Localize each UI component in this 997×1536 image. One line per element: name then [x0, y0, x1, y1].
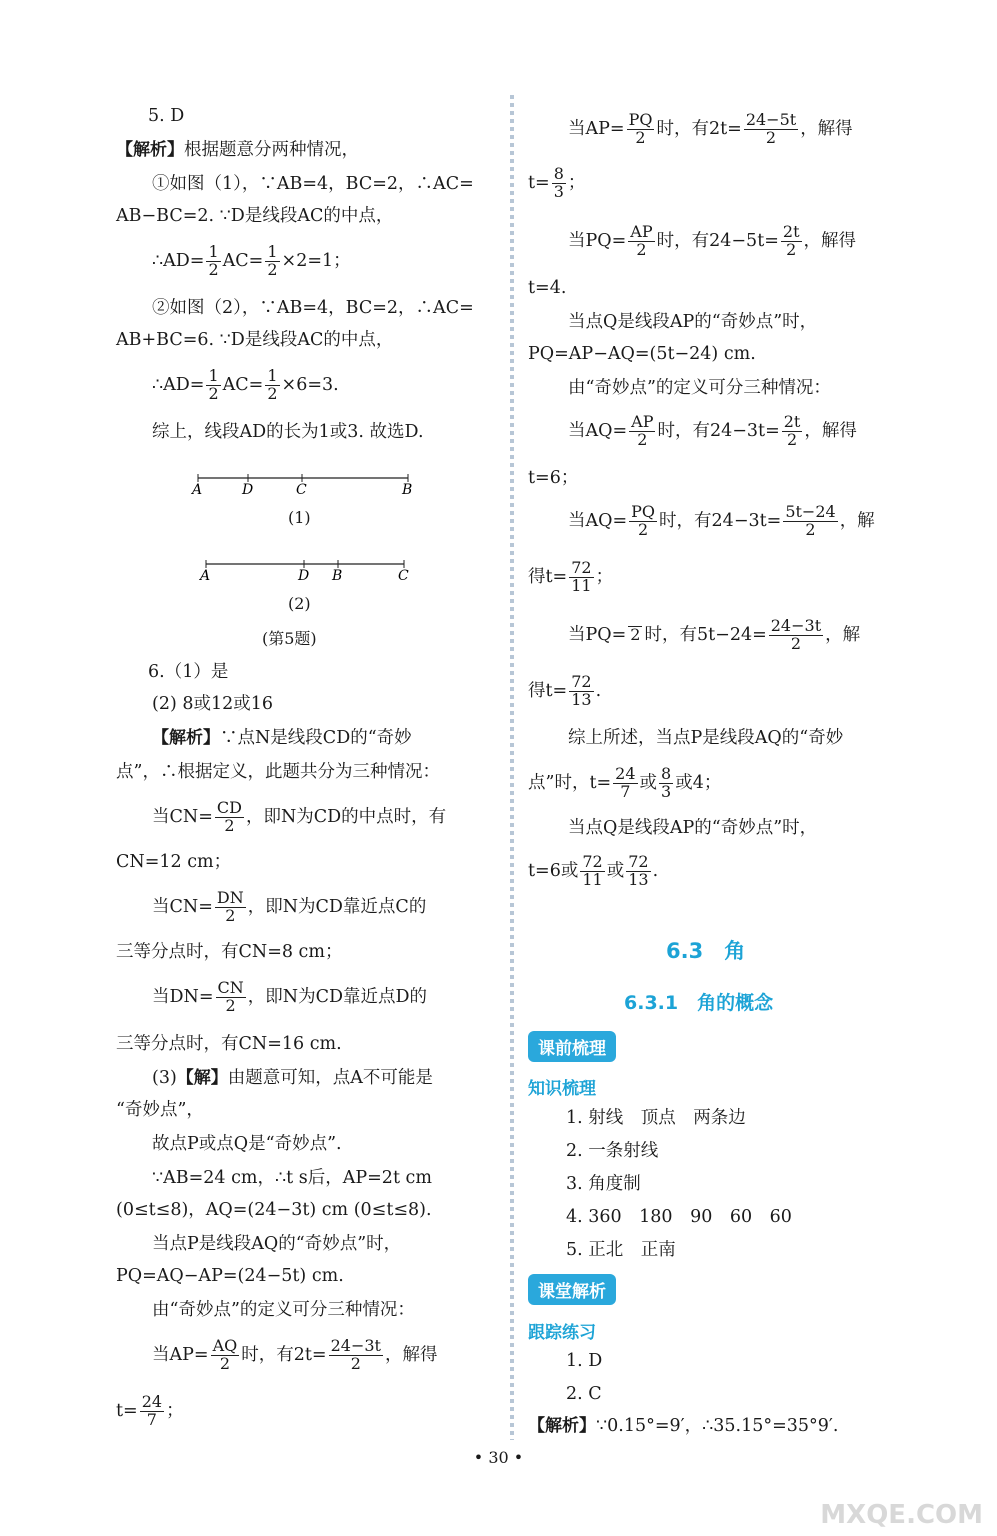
text-line: 综上，线段AD的长为1或3. 故选D.: [152, 422, 424, 442]
fraction: $\frac{2t}{2}$: [783, 412, 801, 449]
formula-line: t= $\frac{24}{7}$ ；: [116, 1392, 184, 1429]
fraction: $\frac{24-3t}{2}$: [770, 616, 822, 653]
label-c: C: [296, 482, 307, 498]
label-b: B: [332, 568, 343, 584]
text-line: ①如图（1），∵AB=4，BC=2，∴AC=: [152, 174, 474, 194]
label-a: A: [200, 568, 211, 584]
practice-item: 2. C: [566, 1384, 602, 1404]
text-line: CN=12 cm；: [116, 852, 232, 872]
fraction: $\frac{1}{2}$: [208, 242, 219, 279]
watermark: MXQE.COM: [820, 1500, 983, 1530]
formula-line: 当CN= $\frac{DN}{2}$ ，即N为CD靠近点C的: [152, 888, 427, 925]
text-line: AB+BC=6. ∵D是线段AC的中点，: [116, 330, 394, 350]
practice-heading: 跟踪练习: [528, 1323, 596, 1343]
label-d: D: [242, 482, 254, 498]
formula-line: 当CN= $\frac{CD}{2}$ ，即N为CD的中点时，有: [152, 798, 447, 835]
text-line: 当点Q是线段AP的“奇妙点”时，: [568, 818, 818, 838]
text-line: 当点Q是线段AP的“奇妙点”时，: [568, 312, 818, 332]
segment-figure-1: [190, 470, 420, 500]
formula-line: t=6或 $\frac{72}{11}$ 或 $\frac{72}{13}$ .: [528, 852, 659, 889]
fraction: $\frac{72}{11}$: [571, 558, 592, 595]
figure-caption-1: (1): [288, 508, 311, 527]
fraction: $\frac{8}{3}$: [553, 164, 564, 201]
fraction: $\frac{CD}{2}$: [216, 798, 242, 835]
knowledge-heading: 知识梳理: [528, 1079, 596, 1099]
formula-line: 当AP= $\frac{PQ}{2}$ 时，有2t= $\frac{24-5t}{2}$ ，解得: [568, 110, 853, 147]
figure-caption: (第5题): [262, 629, 317, 648]
label-a: A: [192, 482, 203, 498]
text-line: 三等分点时，有CN=16 cm.: [116, 1034, 342, 1054]
knowledge-item: 3. 角度制: [566, 1174, 641, 1194]
fraction: $\frac{AP}{2}$: [631, 412, 654, 449]
text-line: PQ=AQ−AP=(24−5t) cm.: [116, 1266, 344, 1286]
fraction: $\frac{72}{13}$: [628, 852, 649, 889]
fraction: $\frac{24}{7}$: [615, 764, 636, 801]
fraction: $\frac{AQ}{2}$: [212, 1336, 238, 1373]
fraction: $\frac{DN}{2}$: [216, 888, 244, 925]
fraction: $\frac{1}{2}$: [267, 366, 278, 403]
text-line: 综上所述，当点P是线段AQ的“奇妙: [568, 728, 844, 748]
text-line: (0≤t≤8)，AQ=(24−3t) cm (0≤t≤8).: [116, 1200, 432, 1220]
label-c: C: [398, 568, 409, 584]
section-title: 6.3 角: [666, 939, 746, 963]
fraction: $\frac{5t-24}{2}$: [785, 502, 836, 539]
formula-line: 当AQ= $\frac{PQ}{2}$ 时，有24−3t= $\frac{5t-24}{2}$ ，解: [568, 502, 875, 539]
formula-line: t= $\frac{8}{3}$ ；: [528, 164, 586, 201]
formula-line: 当PQ= 2 时，有5t−24= $\frac{24-3t}{2}$ ，解: [568, 616, 861, 653]
fraction: $\frac{1}{2}$: [208, 366, 219, 403]
answer-6-2: (2) 8或12或16: [152, 694, 274, 714]
text-line: 由“奇妙点”的定义可分三种情况：: [152, 1300, 415, 1320]
text-line: 点”，∴根据定义，此题共分为三种情况：: [116, 762, 440, 782]
practice-item: 1. D: [566, 1351, 603, 1371]
column-divider: [510, 95, 514, 1440]
text-line: t=4.: [528, 278, 567, 298]
knowledge-item: 1. 射线 顶点 两条边: [566, 1108, 746, 1128]
fraction: $\frac{PQ}{2}$: [628, 110, 653, 147]
fraction: $\frac{72}{13}$: [571, 672, 592, 709]
segment-figure-2: [198, 556, 428, 586]
label-b: B: [402, 482, 413, 498]
formula-line: 当DN= $\frac{CN}{2}$ ，即N为CD靠近点D的: [152, 978, 428, 1015]
knowledge-item: 5. 正北 正南: [566, 1240, 676, 1260]
text-line: (3)【解】由题意可知，点A不可能是: [152, 1068, 433, 1088]
formula-line: 得t= $\frac{72}{13}$ .: [528, 672, 602, 709]
formula-line: ∴AD= $\frac{1}{2}$ AC= $\frac{1}{2}$ ×6=3.: [152, 366, 339, 403]
text-line: PQ=AP−AQ=(5t−24) cm.: [528, 344, 756, 364]
figure-caption-2: (2): [288, 594, 311, 613]
fraction: $\frac{24-5t}{2}$: [745, 110, 797, 147]
fraction: $\frac{1}{2}$: [267, 242, 278, 279]
analysis-line: 【解析】根据题意分两种情况，: [116, 140, 359, 160]
text-line: 故点P或点Q是“奇妙点”.: [152, 1134, 342, 1154]
formula-line: 当AQ= $\frac{AP}{2}$ 时，有24−3t= $\frac{2t}{2}$ ，解得: [568, 412, 857, 449]
fraction: $\frac{8}{3}$: [661, 764, 672, 801]
fraction: $\frac{24-3t}{2}$: [330, 1336, 381, 1373]
analysis-tag: 【解析】: [116, 140, 184, 160]
fraction: 2: [630, 625, 641, 645]
analysis-line: 【解析】∵点N是线段CD的“奇妙: [152, 728, 412, 748]
fraction: $\frac{AP}{2}$: [630, 222, 653, 259]
formula-line: 得t= $\frac{72}{11}$ ；: [528, 558, 614, 595]
subsection-title: 6.3.1 角的概念: [624, 992, 774, 1014]
fraction: $\frac{72}{11}$: [582, 852, 603, 889]
fraction: $\frac{PQ}{2}$: [631, 502, 656, 539]
practice-analysis: 【解析】∵0.15°=9′，∴35.15°=35°9′.: [528, 1416, 839, 1436]
formula-line: ∴AD= $\frac{1}{2}$ AC= $\frac{1}{2}$ ×2=1；: [152, 242, 351, 279]
formula-line: 当AP= $\frac{AQ}{2}$ 时，有2t= $\frac{24-3t}{2}$ ，解得: [152, 1336, 438, 1373]
knowledge-item: 4. 360 180 90 60 60: [566, 1207, 792, 1227]
text-line: ②如图（2），∵AB=4，BC=2，∴AC=: [152, 298, 474, 318]
badge-in-class: 课堂解析: [528, 1274, 616, 1305]
answer-6: 6.（1）是: [148, 662, 229, 682]
knowledge-item: 2. 一条射线: [566, 1141, 659, 1161]
analysis-tag: 【解析】: [152, 728, 220, 748]
answer-5: 5. D: [148, 106, 185, 126]
formula-line: 当PQ= $\frac{AP}{2}$ 时，有24−5t= $\frac{2t}{2}$ ，解得: [568, 222, 856, 259]
badge-pre-class: 课前梳理: [528, 1031, 616, 1062]
page-number: • 30 •: [473, 1448, 524, 1467]
text-line: AB−BC=2. ∵D是线段AC的中点，: [116, 206, 394, 226]
fraction: $\frac{CN}{2}$: [217, 978, 244, 1015]
text-line: ∵AB=24 cm，∴t s后，AP=2t cm: [152, 1168, 432, 1188]
text-line: 三等分点时，有CN=8 cm；: [116, 942, 343, 962]
label-d: D: [298, 568, 310, 584]
text-line: t=6；: [528, 468, 579, 488]
fraction: $\frac{24}{7}$: [141, 1392, 163, 1429]
formula-line: 点”时，t= $\frac{24}{7}$ 或 $\frac{8}{3}$ 或4；: [528, 764, 722, 801]
text-line: 由“奇妙点”的定义可分三种情况：: [568, 378, 831, 398]
text-line: “奇妙点”，: [116, 1100, 204, 1120]
fraction: $\frac{2t}{2}$: [782, 222, 800, 259]
text-line: 当点P是线段AQ的“奇妙点”时，: [152, 1234, 402, 1254]
